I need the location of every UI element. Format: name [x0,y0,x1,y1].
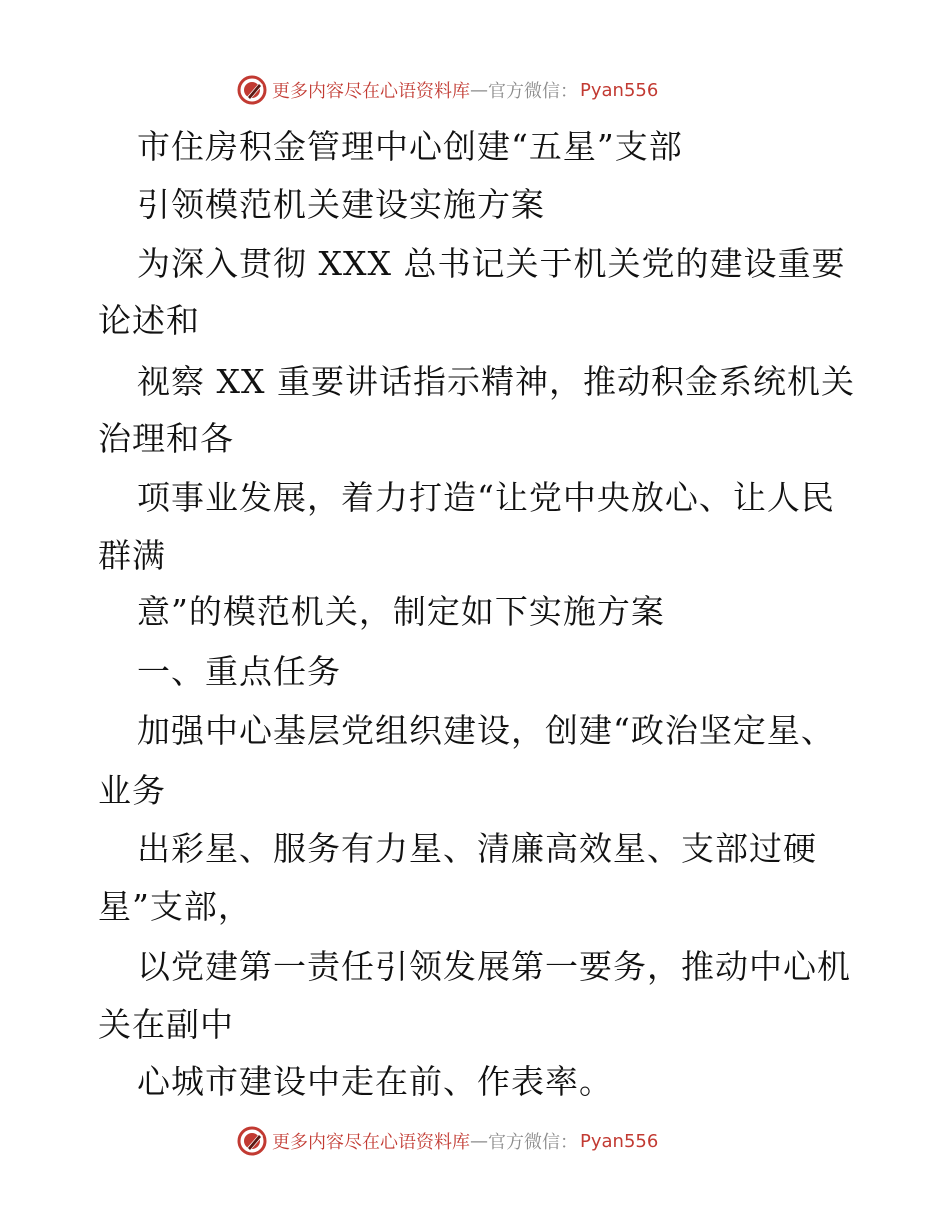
watermark-text: 更多内容尽在心语资料库 [272,81,470,102]
doc-title-line-2: 引领模范机关建设实施方案 [137,185,545,224]
watermark-official-label: 官方微信： [488,81,578,102]
paragraph-line: 意”的模范机关，制定如下实施方案 [137,592,665,631]
doc-title-line-1: 市住房积金管理中心创建“五星”支部 [137,127,683,166]
paragraph-line: 关在副中 [98,1005,234,1044]
paragraph-line: 以党建第一责任引领发展第一要务，推动中心机 [137,947,851,986]
paragraph-line: 论述和 [98,301,200,340]
paragraph-line: 视察 XX 重要讲话指示精神，推动积金系统机关 [137,362,855,401]
watermark-text: 更多内容尽在心语资料库 [272,1132,470,1153]
paragraph-line: 治理和各 [98,419,234,458]
paragraph-line: 加强中心基层党组织建设，创建“政治坚定星、 [137,711,835,750]
paragraph-line: 群满 [98,536,166,575]
paragraph-line: 项事业发展，着力打造“让党中央放心、让人民 [137,478,835,517]
header-watermark [236,73,658,107]
section-heading: 一、重点任务 [137,652,341,691]
watermark-dash: — [470,79,488,101]
watermark-wechat-id: Pyan556 [580,1130,659,1152]
watermark-dash: — [470,1130,488,1152]
paragraph-line: 出彩星、服务有力星、清廉高效星、支部过硬 [137,829,817,868]
watermark-official-label: 官方微信： [488,1132,578,1153]
paragraph-line: 业务 [98,771,166,810]
paragraph-line: 心城市建设中走在前、作表率。 [137,1062,613,1101]
pen-nib-logo-icon [236,1125,268,1157]
paragraph-line: 为深入贯彻 XXX 总书记关于机关党的建设重要 [137,244,846,283]
footer-watermark [236,1124,658,1158]
watermark-wechat-id: Pyan556 [580,79,659,101]
paragraph-line: 星”支部， [98,887,252,926]
pen-nib-logo-icon [236,74,268,106]
